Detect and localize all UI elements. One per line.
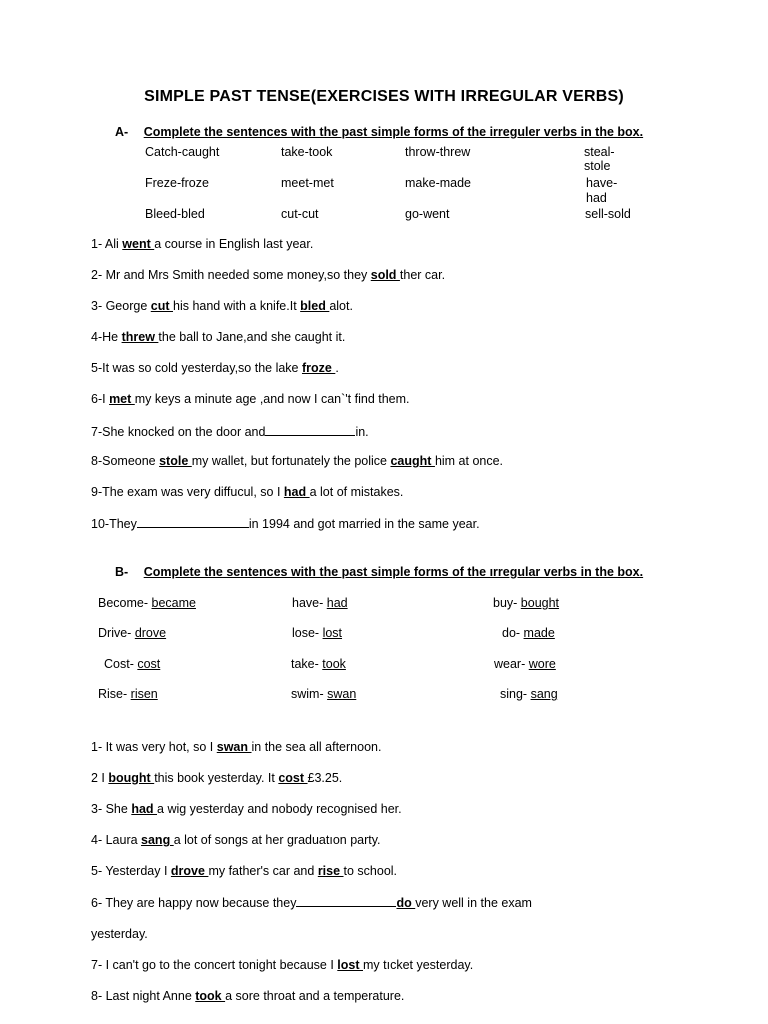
sentence-a5 xyxy=(91,361,339,375)
verb-pair xyxy=(292,596,348,610)
verb-base: have- xyxy=(292,596,327,610)
sentence-b1 xyxy=(91,740,381,754)
sentence-text: 1- Ali xyxy=(91,237,123,251)
sentence-text: alot. xyxy=(329,299,353,313)
sentence-text: . xyxy=(335,361,339,375)
verb-base: Drive- xyxy=(98,626,135,640)
verb-past: became xyxy=(151,596,196,610)
verb-past: took xyxy=(322,657,346,671)
verb-past: sang xyxy=(530,687,558,701)
sentence-text: 5-It was so cold yesterday,so the lake xyxy=(91,361,302,375)
verb-pair: cut-cut xyxy=(281,207,319,221)
verb-past: wore xyxy=(528,657,556,671)
verb-pair: throw-threw xyxy=(405,145,471,159)
answer: had xyxy=(131,802,158,816)
section-a-letter: A- xyxy=(115,125,129,139)
verb-pair xyxy=(494,657,556,671)
verb-pair xyxy=(291,657,346,671)
answer: caught xyxy=(390,454,435,468)
sentence-a7 xyxy=(91,424,369,439)
verb-past: drove xyxy=(134,626,167,640)
sentence-text: 3- She xyxy=(91,802,132,816)
verb-pair xyxy=(493,596,559,610)
verb-past: cost xyxy=(137,657,161,671)
verb-pair xyxy=(500,687,558,701)
sentence-text: my tıcket yesterday. xyxy=(363,958,474,972)
section-b-heading xyxy=(115,565,643,579)
answer: bled xyxy=(300,299,330,313)
section-b-instruction: Complete the sentences with the past simple forms of the ırregular verbs in the box. xyxy=(143,565,644,579)
sentence-a4 xyxy=(91,330,345,344)
sentence-text: 2- Mr and Mrs Smith needed some money,so they xyxy=(91,268,371,282)
section-a-heading xyxy=(115,125,643,139)
verb-pair xyxy=(98,687,211,701)
verb-pair: make-made xyxy=(405,176,471,190)
sentence-text: 6- They are happy now because they xyxy=(91,896,297,910)
answer: cut xyxy=(150,299,173,313)
verb-past: made xyxy=(523,626,555,640)
sentence-b6-continued xyxy=(91,927,148,941)
section-b-letter: B- xyxy=(115,565,129,579)
verb-pair: sell-sold xyxy=(585,207,631,221)
sentence-text: him at once. xyxy=(434,454,504,468)
sentence-text: very well in the exam xyxy=(415,896,532,910)
sentence-text: a lot of mistakes. xyxy=(309,485,404,499)
sentence-text: my wallet, but fortunately the police xyxy=(191,454,391,468)
sentence-a2 xyxy=(91,268,445,282)
section-a-instruction: Complete the sentences with the past simple forms of the irreguler verbs in the box. xyxy=(143,125,644,139)
sentence-b8 xyxy=(91,989,404,1003)
sentence-text: 4-He xyxy=(91,330,122,344)
answer: bought xyxy=(108,771,155,785)
verb-base: do- xyxy=(502,626,524,640)
verb-base: lose- xyxy=(292,626,323,640)
verb-past: lost xyxy=(322,626,343,640)
sentence-a10 xyxy=(91,516,480,531)
sentence-text: in the sea all afternoon. xyxy=(251,740,382,754)
sentence-text: 4- Laura xyxy=(91,833,142,847)
verb-base: take- xyxy=(291,657,323,671)
answer: swan xyxy=(216,740,252,754)
verb-base: Cost- xyxy=(104,657,138,671)
sentence-text: 9-The exam was very diffucul, so I xyxy=(91,485,284,499)
sentence-text: a course in English last year. xyxy=(154,237,314,251)
sentence-text: £3.25. xyxy=(307,771,343,785)
verb-pair xyxy=(98,596,196,610)
answer: cost xyxy=(278,771,308,785)
verb-base: sing- xyxy=(500,687,531,701)
verb-past: had xyxy=(326,596,348,610)
answer: threw xyxy=(121,330,159,344)
verb-base: buy- xyxy=(493,596,521,610)
answer-blank xyxy=(296,895,396,907)
answer: had xyxy=(283,485,310,499)
sentence-text: the ball to Jane,and she caught it. xyxy=(158,330,346,344)
verb-base: swim- xyxy=(291,687,328,701)
answer: do xyxy=(396,896,416,910)
answer-blank xyxy=(137,516,249,528)
sentence-text: 10-They xyxy=(91,517,137,531)
sentence-text: to school. xyxy=(343,864,398,878)
sentence-text: in 1994 and got married in the same year. xyxy=(248,517,480,531)
sentence-text: a sore throat and a temperature. xyxy=(225,989,405,1003)
verb-pair: meet-met xyxy=(281,176,334,190)
verb-pair xyxy=(98,626,166,640)
verb-pair: stole xyxy=(584,159,611,173)
sentence-b6 xyxy=(91,895,532,910)
answer: sang xyxy=(141,833,174,847)
verb-pair: Bleed-bled xyxy=(145,207,205,221)
answer: met xyxy=(109,392,135,406)
sentence-a8 xyxy=(91,454,503,468)
sentence-a1 xyxy=(91,237,313,251)
sentence-text: this book yesterday. It xyxy=(154,771,279,785)
verb-pair: have- xyxy=(586,176,618,190)
verb-pair xyxy=(502,626,570,640)
sentence-text: ther car. xyxy=(399,268,446,282)
verb-pair: Freze-froze xyxy=(145,176,209,190)
verb-base: Rise- xyxy=(98,687,131,701)
verb-past: swan xyxy=(327,687,357,701)
sentence-text: in. xyxy=(355,425,369,439)
sentence-b2 xyxy=(91,771,342,785)
sentence-text: my father's car and xyxy=(208,864,318,878)
sentence-text: my keys a minute age ,and now I can`'t find them. xyxy=(134,392,410,406)
sentence-text: 8- Last night Anne xyxy=(91,989,196,1003)
sentence-a6 xyxy=(91,392,410,406)
verb-pair: go-went xyxy=(405,207,450,221)
sentence-text: 7-She knocked on the door and xyxy=(91,425,266,439)
sentence-text: 2 I xyxy=(91,771,109,785)
sentence-a3 xyxy=(91,299,353,313)
sentence-a9 xyxy=(91,485,403,499)
sentence-text: 7- I can't go to the concert tonight because I xyxy=(91,958,338,972)
answer: lost xyxy=(337,958,363,972)
sentence-text: 1- It was very hot, so I xyxy=(91,740,217,754)
verb-pair: had xyxy=(586,191,607,205)
verb-pair xyxy=(292,626,387,640)
sentence-text: 8-Someone xyxy=(91,454,160,468)
answer: took xyxy=(195,989,226,1003)
answer: stole xyxy=(159,454,192,468)
verb-pair xyxy=(104,657,160,671)
sentence-text: 3- George xyxy=(91,299,151,313)
sentence-text: his hand with a knife.It xyxy=(173,299,301,313)
sentence-text: a wig yesterday and nobody recognised her. xyxy=(157,802,402,816)
answer: went xyxy=(122,237,155,251)
sentence-b3 xyxy=(91,802,402,816)
verb-pair: Catch-caught xyxy=(145,145,220,159)
sentence-text: yesterday. xyxy=(91,927,148,941)
sentence-b4 xyxy=(91,833,381,847)
verb-past: risen xyxy=(130,687,158,701)
answer: sold xyxy=(370,268,400,282)
verb-pair: take-took xyxy=(281,145,333,159)
answer: drove xyxy=(170,864,209,878)
sentence-text: a lot of songs at her graduatıon party. xyxy=(173,833,381,847)
page-title: SIMPLE PAST TENSE(EXERCISES WITH IRREGULAR VERBS) xyxy=(144,88,624,105)
verb-pair: steal- xyxy=(584,145,615,159)
sentence-b5 xyxy=(91,864,397,878)
verb-pair xyxy=(291,687,356,701)
answer-blank xyxy=(265,424,355,436)
sentence-text: 6-I xyxy=(91,392,110,406)
verb-past: bought xyxy=(520,596,560,610)
sentence-text: 5- Yesterday I xyxy=(91,864,171,878)
answer: froze xyxy=(301,361,336,375)
verb-base: wear- xyxy=(494,657,529,671)
verb-base: Become- xyxy=(98,596,152,610)
answer: rise xyxy=(317,864,344,878)
sentence-b7 xyxy=(91,958,473,972)
